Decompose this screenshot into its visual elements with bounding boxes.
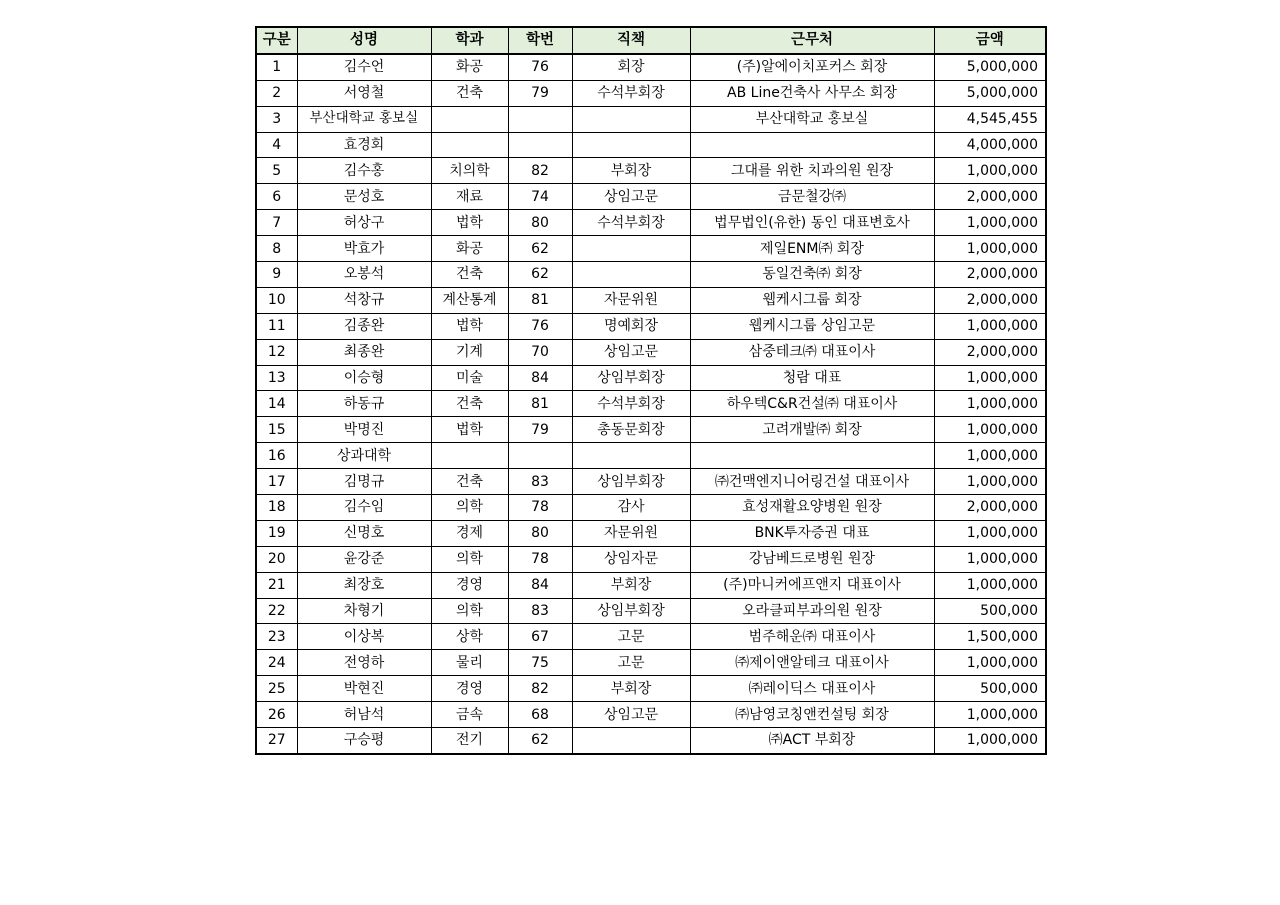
header-no: 구분 xyxy=(256,27,297,54)
cell-dept: 의학 xyxy=(431,495,508,521)
cell-no: 15 xyxy=(256,417,297,443)
cell-position: 총동문회장 xyxy=(572,417,690,443)
cell-name: 오봉석 xyxy=(297,262,431,288)
cell-amount: 1,000,000 xyxy=(934,313,1046,339)
header-position: 직책 xyxy=(572,27,690,54)
cell-amount: 1,000,000 xyxy=(934,728,1046,754)
cell-position: 수석부회장 xyxy=(572,80,690,106)
cell-dept: 건축 xyxy=(431,80,508,106)
table-row xyxy=(256,546,1046,572)
cell-year: 83 xyxy=(508,598,572,624)
cell-position xyxy=(572,236,690,262)
cell-year xyxy=(508,443,572,469)
cell-name: 박명진 xyxy=(297,417,431,443)
cell-name: 김수홍 xyxy=(297,158,431,184)
cell-amount: 1,000,000 xyxy=(934,236,1046,262)
cell-position: 부회장 xyxy=(572,572,690,598)
cell-year xyxy=(508,106,572,132)
cell-year: 78 xyxy=(508,546,572,572)
table-row xyxy=(256,54,1046,80)
cell-no: 19 xyxy=(256,520,297,546)
table-row xyxy=(256,132,1046,158)
cell-workplace: 효성재활요양병원 원장 xyxy=(690,495,934,521)
cell-no: 18 xyxy=(256,495,297,521)
cell-no: 25 xyxy=(256,676,297,702)
table-row xyxy=(256,365,1046,391)
table-row xyxy=(256,339,1046,365)
cell-position: 부회장 xyxy=(572,158,690,184)
cell-dept: 화공 xyxy=(431,54,508,80)
cell-no: 27 xyxy=(256,728,297,754)
cell-workplace: (주)마니커에프앤지 대표이사 xyxy=(690,572,934,598)
cell-dept: 계산통계 xyxy=(431,287,508,313)
cell-amount: 2,000,000 xyxy=(934,262,1046,288)
cell-year: 82 xyxy=(508,676,572,702)
cell-workplace: 금문철강㈜ xyxy=(690,184,934,210)
cell-amount: 2,000,000 xyxy=(934,495,1046,521)
cell-workplace: 삼중테크㈜ 대표이사 xyxy=(690,339,934,365)
table-row xyxy=(256,624,1046,650)
table-row xyxy=(256,158,1046,184)
cell-year: 81 xyxy=(508,287,572,313)
table-row xyxy=(256,572,1046,598)
cell-dept xyxy=(431,132,508,158)
cell-amount: 2,000,000 xyxy=(934,184,1046,210)
cell-name: 효경회 xyxy=(297,132,431,158)
cell-name: 상과대학 xyxy=(297,443,431,469)
cell-name: 최종완 xyxy=(297,339,431,365)
cell-dept: 미술 xyxy=(431,365,508,391)
cell-year: 84 xyxy=(508,572,572,598)
table-row xyxy=(256,80,1046,106)
cell-year: 83 xyxy=(508,469,572,495)
cell-name: 김명규 xyxy=(297,469,431,495)
cell-name: 서영철 xyxy=(297,80,431,106)
cell-no: 21 xyxy=(256,572,297,598)
cell-amount: 2,000,000 xyxy=(934,287,1046,313)
cell-position xyxy=(572,106,690,132)
cell-amount: 5,000,000 xyxy=(934,54,1046,80)
cell-name: 허남석 xyxy=(297,702,431,728)
cell-workplace: 범주해운㈜ 대표이사 xyxy=(690,624,934,650)
table-row xyxy=(256,520,1046,546)
table-row xyxy=(256,184,1046,210)
cell-no: 7 xyxy=(256,210,297,236)
table-row xyxy=(256,313,1046,339)
cell-name: 이상복 xyxy=(297,624,431,650)
table-row xyxy=(256,236,1046,262)
cell-amount: 1,000,000 xyxy=(934,365,1046,391)
cell-name: 김수언 xyxy=(297,54,431,80)
cell-position: 고문 xyxy=(572,624,690,650)
cell-workplace: 웹케시그룹 회장 xyxy=(690,287,934,313)
cell-dept: 경영 xyxy=(431,676,508,702)
cell-workplace: ㈜제이앤알테크 대표이사 xyxy=(690,650,934,676)
donor-table xyxy=(255,26,1047,755)
cell-position: 상임고문 xyxy=(572,339,690,365)
cell-year: 62 xyxy=(508,262,572,288)
cell-workplace: 동일건축㈜ 회장 xyxy=(690,262,934,288)
header-year: 학번 xyxy=(508,27,572,54)
cell-year: 67 xyxy=(508,624,572,650)
cell-dept: 의학 xyxy=(431,546,508,572)
cell-year: 62 xyxy=(508,236,572,262)
cell-position: 자문위원 xyxy=(572,287,690,313)
cell-name: 차형기 xyxy=(297,598,431,624)
table-row xyxy=(256,728,1046,754)
table-row xyxy=(256,650,1046,676)
cell-no: 9 xyxy=(256,262,297,288)
cell-workplace: 법무법인(유한) 동인 대표변호사 xyxy=(690,210,934,236)
cell-position: 명예회장 xyxy=(572,313,690,339)
cell-amount: 1,000,000 xyxy=(934,158,1046,184)
cell-amount: 1,000,000 xyxy=(934,469,1046,495)
cell-no: 20 xyxy=(256,546,297,572)
cell-name: 최장호 xyxy=(297,572,431,598)
cell-dept: 건축 xyxy=(431,262,508,288)
header-name: 성명 xyxy=(297,27,431,54)
table-row xyxy=(256,469,1046,495)
cell-no: 5 xyxy=(256,158,297,184)
cell-amount: 5,000,000 xyxy=(934,80,1046,106)
cell-workplace: 하우텍C&R건설㈜ 대표이사 xyxy=(690,391,934,417)
cell-no: 4 xyxy=(256,132,297,158)
cell-no: 26 xyxy=(256,702,297,728)
cell-amount: 1,000,000 xyxy=(934,443,1046,469)
cell-workplace: 그대를 위한 치과의원 원장 xyxy=(690,158,934,184)
table-body xyxy=(256,54,1046,754)
table-header-row xyxy=(256,27,1046,54)
cell-workplace: 강남베드로병원 원장 xyxy=(690,546,934,572)
cell-year: 79 xyxy=(508,80,572,106)
cell-dept: 기계 xyxy=(431,339,508,365)
cell-no: 3 xyxy=(256,106,297,132)
cell-year: 68 xyxy=(508,702,572,728)
cell-amount: 2,000,000 xyxy=(934,339,1046,365)
cell-workplace: 오라클피부과의원 원장 xyxy=(690,598,934,624)
cell-year: 76 xyxy=(508,54,572,80)
cell-amount: 4,000,000 xyxy=(934,132,1046,158)
cell-amount: 1,000,000 xyxy=(934,417,1046,443)
table-row xyxy=(256,287,1046,313)
cell-name: 신명호 xyxy=(297,520,431,546)
cell-no: 2 xyxy=(256,80,297,106)
cell-position: 부회장 xyxy=(572,676,690,702)
cell-year: 82 xyxy=(508,158,572,184)
cell-amount: 1,000,000 xyxy=(934,210,1046,236)
cell-dept: 화공 xyxy=(431,236,508,262)
cell-dept: 경제 xyxy=(431,520,508,546)
cell-no: 14 xyxy=(256,391,297,417)
cell-dept: 건축 xyxy=(431,469,508,495)
cell-no: 24 xyxy=(256,650,297,676)
cell-year: 79 xyxy=(508,417,572,443)
cell-no: 10 xyxy=(256,287,297,313)
table-row xyxy=(256,495,1046,521)
cell-year: 62 xyxy=(508,728,572,754)
cell-year: 78 xyxy=(508,495,572,521)
cell-name: 구승평 xyxy=(297,728,431,754)
cell-amount: 4,545,455 xyxy=(934,106,1046,132)
cell-workplace: 웹케시그룹 상임고문 xyxy=(690,313,934,339)
cell-dept: 재료 xyxy=(431,184,508,210)
cell-position xyxy=(572,728,690,754)
cell-position: 상임부회장 xyxy=(572,469,690,495)
table-row xyxy=(256,391,1046,417)
cell-name: 박효가 xyxy=(297,236,431,262)
cell-amount: 1,500,000 xyxy=(934,624,1046,650)
cell-year: 75 xyxy=(508,650,572,676)
cell-no: 16 xyxy=(256,443,297,469)
cell-year: 81 xyxy=(508,391,572,417)
cell-dept: 법학 xyxy=(431,313,508,339)
cell-year: 76 xyxy=(508,313,572,339)
cell-workplace: 제일ENM㈜ 회장 xyxy=(690,236,934,262)
cell-name: 이승형 xyxy=(297,365,431,391)
table-row xyxy=(256,106,1046,132)
cell-workplace: ㈜남영코칭앤컨설팅 회장 xyxy=(690,702,934,728)
cell-name: 김수임 xyxy=(297,495,431,521)
table-row xyxy=(256,702,1046,728)
cell-name: 문성호 xyxy=(297,184,431,210)
cell-name: 부산대학교 홍보실 xyxy=(297,106,431,132)
cell-dept: 법학 xyxy=(431,210,508,236)
table-row xyxy=(256,598,1046,624)
cell-position: 상임고문 xyxy=(572,184,690,210)
cell-no: 12 xyxy=(256,339,297,365)
cell-position: 자문위원 xyxy=(572,520,690,546)
cell-workplace: 청람 대표 xyxy=(690,365,934,391)
cell-name: 허상구 xyxy=(297,210,431,236)
cell-amount: 1,000,000 xyxy=(934,572,1046,598)
cell-workplace: 부산대학교 홍보실 xyxy=(690,106,934,132)
cell-dept: 물리 xyxy=(431,650,508,676)
cell-no: 6 xyxy=(256,184,297,210)
cell-name: 윤강준 xyxy=(297,546,431,572)
cell-dept xyxy=(431,443,508,469)
cell-dept: 상학 xyxy=(431,624,508,650)
cell-name: 석창규 xyxy=(297,287,431,313)
cell-dept: 의학 xyxy=(431,598,508,624)
cell-no: 1 xyxy=(256,54,297,80)
cell-year: 70 xyxy=(508,339,572,365)
cell-position: 상임부회장 xyxy=(572,598,690,624)
cell-workplace: AB Line건축사 사무소 회장 xyxy=(690,80,934,106)
cell-year: 84 xyxy=(508,365,572,391)
cell-position: 수석부회장 xyxy=(572,210,690,236)
cell-no: 13 xyxy=(256,365,297,391)
cell-amount: 500,000 xyxy=(934,676,1046,702)
cell-workplace: ㈜레이딕스 대표이사 xyxy=(690,676,934,702)
cell-year: 80 xyxy=(508,210,572,236)
cell-position xyxy=(572,262,690,288)
cell-amount: 1,000,000 xyxy=(934,391,1046,417)
cell-position: 회장 xyxy=(572,54,690,80)
cell-dept xyxy=(431,106,508,132)
table-row xyxy=(256,676,1046,702)
cell-workplace: (주)알에이치포커스 회장 xyxy=(690,54,934,80)
table-row xyxy=(256,210,1046,236)
cell-amount: 1,000,000 xyxy=(934,520,1046,546)
cell-position: 상임부회장 xyxy=(572,365,690,391)
cell-workplace: ㈜ACT 부회장 xyxy=(690,728,934,754)
cell-no: 23 xyxy=(256,624,297,650)
cell-no: 11 xyxy=(256,313,297,339)
cell-name: 하동규 xyxy=(297,391,431,417)
header-workplace: 근무처 xyxy=(690,27,934,54)
cell-position: 상임자문 xyxy=(572,546,690,572)
cell-no: 17 xyxy=(256,469,297,495)
table-row xyxy=(256,417,1046,443)
cell-no: 22 xyxy=(256,598,297,624)
cell-name: 박현진 xyxy=(297,676,431,702)
cell-dept: 전기 xyxy=(431,728,508,754)
cell-workplace: ㈜건맥엔지니어링건설 대표이사 xyxy=(690,469,934,495)
cell-dept: 치의학 xyxy=(431,158,508,184)
cell-workplace xyxy=(690,443,934,469)
cell-amount: 500,000 xyxy=(934,598,1046,624)
table-row xyxy=(256,262,1046,288)
cell-no: 8 xyxy=(256,236,297,262)
cell-position xyxy=(572,443,690,469)
cell-dept: 건축 xyxy=(431,391,508,417)
cell-workplace xyxy=(690,132,934,158)
cell-workplace: BNK투자증권 대표 xyxy=(690,520,934,546)
cell-position: 고문 xyxy=(572,650,690,676)
cell-position xyxy=(572,132,690,158)
cell-amount: 1,000,000 xyxy=(934,546,1046,572)
cell-name: 전영하 xyxy=(297,650,431,676)
cell-workplace: 고려개발㈜ 회장 xyxy=(690,417,934,443)
cell-dept: 금속 xyxy=(431,702,508,728)
table-row xyxy=(256,443,1046,469)
cell-year xyxy=(508,132,572,158)
cell-position: 상임고문 xyxy=(572,702,690,728)
header-amount: 금액 xyxy=(934,27,1046,54)
cell-name: 김종완 xyxy=(297,313,431,339)
header-dept: 학과 xyxy=(431,27,508,54)
cell-amount: 1,000,000 xyxy=(934,702,1046,728)
cell-amount: 1,000,000 xyxy=(934,650,1046,676)
cell-year: 74 xyxy=(508,184,572,210)
cell-position: 수석부회장 xyxy=(572,391,690,417)
cell-dept: 경영 xyxy=(431,572,508,598)
cell-dept: 법학 xyxy=(431,417,508,443)
cell-position: 감사 xyxy=(572,495,690,521)
cell-year: 80 xyxy=(508,520,572,546)
